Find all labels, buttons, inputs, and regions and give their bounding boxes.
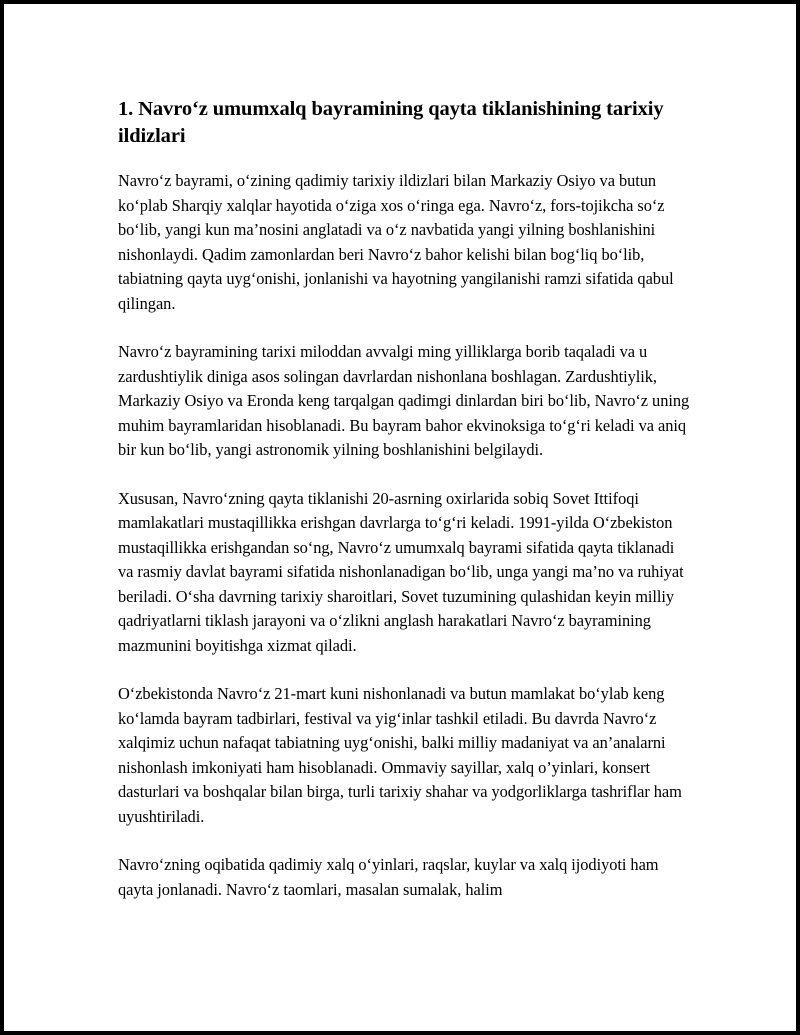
section-heading: 1. Navro‘z umumxalq bayramining qayta tiklanishining tarixiy ildizlari (118, 98, 664, 147)
paragraph: Navro‘zning oqibatida qadimiy xalq o‘yinlari, raqslar, kuylar va xalq ijodiyoti ham qayta jonlanadi. Navro‘z taomlari, masalan sumalak, halim (118, 855, 659, 899)
document-body (118, 96, 690, 926)
paragraph: Navro‘z bayrami, o‘zining qadimiy tarixiy ildizlari bilan Markaziy Osiyo va butun ko‘plab Sharqiy xalqlar hayotida o‘ziga xos o‘ringa ega. Navro‘z, fors-tojikcha so‘z bo‘lib, yangi kun ma’nosini anglatadi va o‘z navbatida yangi yilning boshlanishini nishonlaydi. Qadim zamonlardan beri Navro‘z bahor kelishi bilan bog‘liq bo‘lib, tabiatning qayta uyg‘onishi, jonlanishi va hayotning yangilanishi ramzi sifatida qabul qilingan. (118, 171, 674, 313)
paragraph: O‘zbekistonda Navro‘z 21-mart kuni nishonlanadi va butun mamlakat bo‘ylab keng ko‘lamda bayram tadbirlari, festival va yig‘inlar tashkil etiladi. Bu davrda Navro‘z xalqimiz uchun nafaqat tabiatning uyg‘onishi, balki milliy madaniyat va an’analarni nishonlash imkoniyati ham hisoblanadi. Ommaviy sayillar, xalq o’yinlari, konsert dasturlari va boshqalar bilan birga, turli tarixiy shahar va yodgorliklarga tashriflar ham uyushtiriladi. (118, 684, 682, 826)
paragraph: Navro‘z bayramining tarixi miloddan avvalgi ming yilliklarga borib taqaladi va u zardushtiylik diniga asos solingan davrlardan nishonlana boshlagan. Zardushtiylik, Markaziy Osiyo va Eronda keng tarqalgan qadimgi dinlardan biri bo‘lib, Navro‘z uning muhim bayramlaridan hisoblanadi. Bu bayram bahor ekvinoksiga to‘g‘ri keladi va aniq bir kun bo‘lib, yangi astronomik yilning boshlanishini belgilaydi. (118, 342, 690, 459)
paragraph: Xususan, Navro‘zning qayta tiklanishi 20-asrning oxirlarida sobiq Sovet Ittifoqi mamlakatlari mustaqillikka erishgan davrlarga to‘g‘ri keladi. 1991-yilda O‘zbekiston mustaqillikka erishgandan so‘ng, Navro‘z umumxalq bayrami sifatida qayta tiklanadi va rasmiy davlat bayrami sifatida nishonlanadigan bo‘lib, unga yangi ma’no va ruhiyat beriladi. O‘sha davrning tarixiy sharoitlari, Sovet tuzumining qulashidan keyin milliy qadriyatlarni tiklash jarayoni va o‘zlikni anglash harakatlari Navro‘z bayramining mazmunini boyitishga xizmat qiladi. (118, 488, 684, 655)
